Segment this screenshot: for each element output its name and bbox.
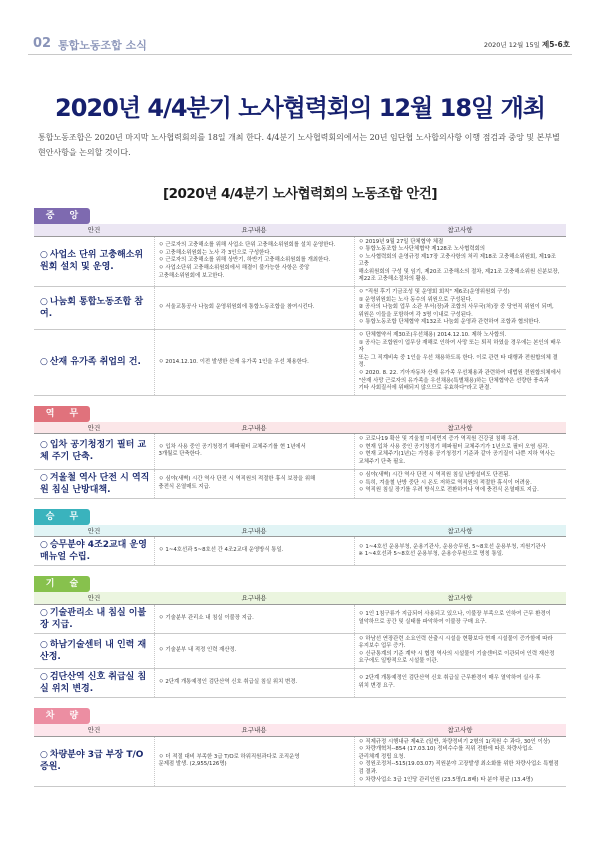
request-cell: [154, 236, 354, 287]
reference-line: ㅇ 통합노동조합 단체협약 제132조 나눔회 운영과 관련하여 조합과 협의한다.: [358, 319, 541, 326]
reference-line: ㅇ 차량개혁처--854 (17.03.10) 정비수수를 직위 전환에 따른 차량사업소: [358, 746, 533, 753]
table-row: [34, 469, 566, 498]
reference-line: ㅇ 신규통계의 기준 계약 시 협정 역사의 시설물이 기술센터로 이관되어 인력 재산정: [358, 650, 555, 657]
issue-date: 2020년 12월 15일: [483, 41, 540, 49]
reference-line: 교체주기 단축 필요.: [358, 459, 406, 466]
agenda-cell: [34, 669, 154, 698]
table-header-row: [34, 224, 566, 236]
reference-line: "산재 사망 근로자의 유가족을 우선채용(특별채용)하는 단체협약은 선량한 풍속과: [358, 377, 550, 384]
bullet-icon: ○: [40, 250, 48, 261]
reference-line: ㅇ 2019년 9월 27일 단체협약 체결: [358, 238, 444, 245]
agenda-section: [34, 504, 566, 567]
reference-cell: [354, 287, 566, 330]
request-cell: [154, 469, 354, 498]
reference-line: ㅇ 하남선 연장관련 소요인력 산출시 시설을 현황보다 현재 시설물이 증가함에 따라: [358, 635, 553, 642]
bullet-icon: ○: [40, 297, 48, 308]
agenda-section: [34, 703, 566, 787]
reference-line: ㅇ 심야(새벽) 시간 역사 단전 시 역직원 침실 난방설비도 단전됨.: [358, 472, 511, 479]
agenda-cell: [34, 434, 154, 469]
reference-cell: [354, 236, 566, 287]
reference-line: 위치 변경 요구.: [358, 683, 395, 690]
request-line: 충전식 온열매트 지급.: [158, 483, 211, 490]
request-line: ㅇ 2단계 개통예정인 검단산역 신호 취급실 침실 위치 변경.: [158, 679, 298, 686]
column-header-reference: 참고사항: [354, 724, 566, 736]
reference-cell: [354, 736, 566, 787]
agenda-cell: [34, 287, 154, 330]
reference-cell: [354, 604, 566, 633]
reference-line: ㅇ 직제규정 시행내규 제4조 (일반, 차량정비기 2형의 1(직원 수 과다, 30인 이상): [358, 738, 551, 745]
reference-line: 관리체계 정립 요청.: [358, 753, 406, 760]
agenda-text: 차량분야 3급 부장 T/O 증원.: [40, 750, 144, 773]
request-line: ㅇ 근로자의 고충해소를 위해 사업소 단위 고충해소위원회를 설치 운영한다.: [158, 242, 336, 249]
agenda-table: [34, 224, 566, 396]
reference-line: 유지보수 업무 증가.: [358, 643, 406, 650]
column-header-agenda: 안건: [34, 525, 154, 537]
agenda-cell: [34, 736, 154, 787]
reference-line: ② 공사의 나눔회 업무 소관 부서(장)과 조합의 사무국(처)장 중 당연직 위원이 되며,: [358, 304, 554, 311]
table-header-row: [34, 525, 566, 537]
bullet-icon: ○: [40, 472, 48, 483]
agenda-text: 검단산역 신호 취급실 침실 위치 변경.: [40, 672, 147, 695]
column-header-agenda: 안건: [34, 724, 154, 736]
request-cell: [154, 604, 354, 633]
reference-cell: [354, 633, 566, 668]
request-line: ㅇ 기술분부 내 적정 인력 재산정.: [158, 647, 237, 654]
reference-line: ㅇ 노사협력회의 운영규정 제17장 고충사항의 처리 제18조 고충해소위원회, 제19조 고충: [358, 253, 556, 268]
reference-line: 해소위원회의 구성 및 임기, 제20조 고충해소의 절차, 제21조 고충해소위원 신분보장,: [358, 268, 560, 275]
reference-line: ㅇ 차량사업소 3급 1인당 관리인원 (23.5명/1.8배) 타 분야 평균 (13.4명): [358, 776, 533, 783]
request-cell: [154, 537, 354, 566]
table-row: [34, 633, 566, 668]
column-header-reference: 참고사항: [354, 525, 566, 537]
article-intro: 통합노동조합은 2020년 마지막 노사협력회의를 18일 개최 한다. 4/4분기 노사협력회의에서는 20년 임단협 노사합의사항 이행 점검과 중앙 및 본부별 현안사항을 논의할 것이다.: [38, 133, 560, 157]
reference-line: ㅇ 역직원 침실 장기를 우려 방식으로 전환하거나 역에 충전식 온열매트 지급.: [358, 487, 539, 494]
page-header: [0, 0, 600, 50]
request-line: 3개월로 단축한다.: [158, 451, 202, 458]
request-line: ㅇ 서울교통공사 나눔회 운영위원회에 통합노동조합을 참여시킨다.: [158, 304, 315, 311]
column-header-request: 요구내용: [154, 422, 354, 434]
reference-line: 제22조 고충해소절차의 활용.: [358, 276, 428, 283]
agenda-text: 겨울철 역사 단전 시 역직원 침실 난방대책.: [40, 472, 150, 495]
request-cell: [154, 669, 354, 698]
reference-line: ㅇ 단체협약서 제30조(우선채용) 2014.12.10. 제하 노사합의.: [358, 332, 507, 339]
header-divider: [28, 54, 572, 55]
agenda-table: [34, 592, 566, 698]
agenda-text: 나눔회 통합노동조합 참여.: [40, 297, 144, 320]
reference-line: 위원은 이들을 포함하여 각 3명 이내로 구성된다.: [358, 311, 473, 318]
reference-line: ㅇ 특히, 겨울철 난방 중단 시 온도 저하로 역직원의 적절한 휴식이 어려움.: [358, 479, 532, 486]
reference-cell: [354, 434, 566, 469]
request-line: 고충해소위원회에 보고한다.: [158, 272, 225, 279]
column-header-request: 요구내용: [154, 224, 354, 236]
agenda-cell: [34, 330, 154, 396]
table-header-row: [34, 724, 566, 736]
bullet-icon: ○: [40, 607, 48, 618]
request-line: ㅇ 기술분부 관리소 내 침실 이불장 지급.: [158, 614, 254, 621]
bullet-icon: ○: [40, 750, 48, 761]
request-line: ㅇ 더 적절 대비 부족한 3급 T/O로 하위직원과다로 조직운영: [158, 753, 300, 760]
table-header-row: [34, 592, 566, 604]
column-header-reference: 참고사항: [354, 592, 566, 604]
reference-line: ① 공사는 조합원이 업무상 재해로 인하여 사망 또는 퇴직 하였을 경우에는 본인의 배우자: [358, 339, 561, 354]
reference-line: ※ 1~4호선과 5~8호선 운용부청, 운용승무원으로 명칭 통일.: [358, 551, 504, 558]
column-header-request: 요구내용: [154, 525, 354, 537]
request-cell: [154, 633, 354, 668]
agenda-cell: [34, 469, 154, 498]
bullet-icon: ○: [40, 357, 48, 368]
bullet-icon: ○: [40, 540, 48, 551]
reference-cell: [354, 537, 566, 566]
reference-cell: [354, 330, 566, 396]
section-tab: 역 무: [34, 406, 90, 422]
column-header-request: 요구내용: [154, 592, 354, 604]
agenda-table: [34, 724, 566, 787]
issue-info: [484, 39, 570, 50]
reference-line: 또는 그 직계비속 중 1인을 우선 채용하도록 한다. 이로 관련 타 대행과 전원합의체 결정.: [358, 354, 558, 369]
request-line: ㅇ 근로자의 고충해소를 위해 상반기, 하반기 고충해소위원회를 개최한다.: [158, 257, 331, 264]
reference-line: ㅇ 통합노동조합 노사단체협약 제128조 노사협력회의: [358, 246, 485, 253]
reference-line: ㅇ 2단계 개통예정인 검단산역 신호 취급실 근무환경이 매우 열악하여 실사 후: [358, 675, 541, 682]
table-header-row: [34, 422, 566, 434]
request-line: ㅇ 사업소단위 고충해소위원회에서 해결이 불가능한 사항은 중앙: [158, 265, 310, 272]
agenda-section: [34, 203, 566, 396]
agenda-cell: [34, 537, 154, 566]
issue-number: 제5-6호: [541, 40, 570, 49]
bullet-icon: ○: [40, 672, 48, 683]
agenda-section: [34, 401, 566, 499]
reference-line: ㅇ 2020. 8. 22. 기아자동차 산재 유가족 우선채용과 관련하여 대법원 전원합의체에서: [358, 370, 562, 376]
reference-line: ㅇ 코로나19 확산 및 겨울철 미세먼지 증가 역직원 건강권 침해 우려.: [358, 436, 520, 443]
reference-line: ① 운영위원회는 노사 동수의 위원으로 구성된다.: [358, 296, 473, 303]
newsletter-section-name: 통합노동조합 소식: [58, 39, 147, 52]
reference-line: 요구에도 일방적으로 시설물 이관.: [358, 658, 439, 665]
agenda-text: 사업소 단위 고충해소위원회 설치 및 운영.: [40, 250, 144, 273]
agenda-sections: [34, 203, 566, 792]
table-row: [34, 287, 566, 330]
table-row: [34, 604, 566, 633]
agenda-text: 기술관리소 내 침실 이불장 지급.: [40, 607, 147, 630]
reference-line: ㅇ 현재 입차 사용 중인 공기청정기 헤파필터 교체주기가 1년으로 필터 오염 심각.: [358, 443, 550, 450]
request-line: ㅇ 1~4호선과 5~8호선 간 4조2교대 운영방식 통일.: [158, 547, 284, 554]
reference-line: ㅇ 정원조정처--515(19.03.07) 직원분야 고장발생 최소화를 위한 차량사업소 특별점검 결과.: [358, 761, 559, 775]
agenda-table: [34, 525, 566, 567]
request-line: ㅇ 심야(새벽) 시간 역사 단전 시 역직원의 적절한 휴식 보장을 위해: [158, 476, 316, 483]
reference-line: 열악하므로 공간 및 실태를 파악하여 이불장 구매 요구.: [358, 618, 487, 625]
table-row: [34, 537, 566, 566]
reference-line: ㅇ 현재 교체주기(1년)는 가정용 공기청정기 기준과 같아 공기질이 나쁜 지하 역사는: [358, 451, 556, 458]
column-header-agenda: 안건: [34, 592, 154, 604]
table-row: [34, 736, 566, 787]
bullet-icon: ○: [40, 440, 48, 451]
bullet-icon: ○: [40, 639, 48, 650]
agenda-section: [34, 571, 566, 698]
section-tab: 중 앙: [34, 208, 90, 224]
agenda-cell: [34, 236, 154, 287]
article-title: 2020년 4/4분기 노사협력회의 12월 18일 개최: [55, 94, 545, 122]
agenda-cell: [34, 604, 154, 633]
column-header-reference: 참고사항: [354, 422, 566, 434]
request-line: ㅇ 2014.12.10. 이전 발생한 산재 유가족 1인을 우선 채용한다.: [158, 358, 309, 365]
request-cell: [154, 736, 354, 787]
table-row: [34, 330, 566, 396]
request-line: ㅇ 고충해소위원회는 노사 각 3인으로 구성한다.: [158, 249, 272, 256]
column-header-request: 요구내용: [154, 724, 354, 736]
reference-cell: [354, 469, 566, 498]
request-cell: [154, 287, 354, 330]
request-cell: [154, 330, 354, 396]
table-row: [34, 434, 566, 469]
agenda-text: 하남기술센터 내 인력 재산정.: [40, 639, 147, 662]
reference-line: ㅇ 1~4호선 운용부청, 운용기관사, 운용승무원, 5~8호선 운용부청, 지원기관사: [358, 543, 546, 550]
agenda-table: [34, 422, 566, 499]
reference-line: 기타 사회질서에 위배되지 않으므로 유효하다"라고 판결.: [358, 385, 492, 392]
agenda-text: 산재 유가족 취업의 건.: [49, 357, 141, 368]
agenda-text: 입차 공기청정기 필터 교체 주기 단축.: [40, 440, 147, 463]
reference-line: ㅇ "직원 후기 기금조성 및 운영회 회칙" 제6조(운영위원회 구성): [358, 289, 510, 296]
column-header-reference: 참고사항: [354, 224, 566, 236]
section-tab: 승 무: [34, 509, 90, 525]
page-number: 02: [33, 36, 52, 51]
table-row: [34, 236, 566, 287]
table-row: [34, 669, 566, 698]
request-line: 문제점 발생. (2,955/126명): [158, 761, 227, 768]
agenda-cell: [34, 633, 154, 668]
column-header-agenda: 안건: [34, 224, 154, 236]
section-tab: 차 량: [34, 708, 90, 724]
column-header-agenda: 안건: [34, 422, 154, 434]
reference-line: ㅇ 1인 1침구류가 지급되어 사용되고 있으나, 이불장 부족으로 인하여 근무 환경이: [358, 611, 551, 618]
agenda-table-title: [2020년 4/4분기 노사협력회의 노동조합 안건]: [162, 186, 438, 202]
request-line: ㅇ 입차 사용 중인 공기청정기 헤파필터 교체주기를 현 1년에서: [158, 443, 306, 450]
request-cell: [154, 434, 354, 469]
section-tab: 기 술: [34, 576, 90, 592]
agenda-text: 승무분야 4조2교대 운영 매뉴얼 수립.: [40, 540, 147, 563]
reference-cell: [354, 669, 566, 698]
